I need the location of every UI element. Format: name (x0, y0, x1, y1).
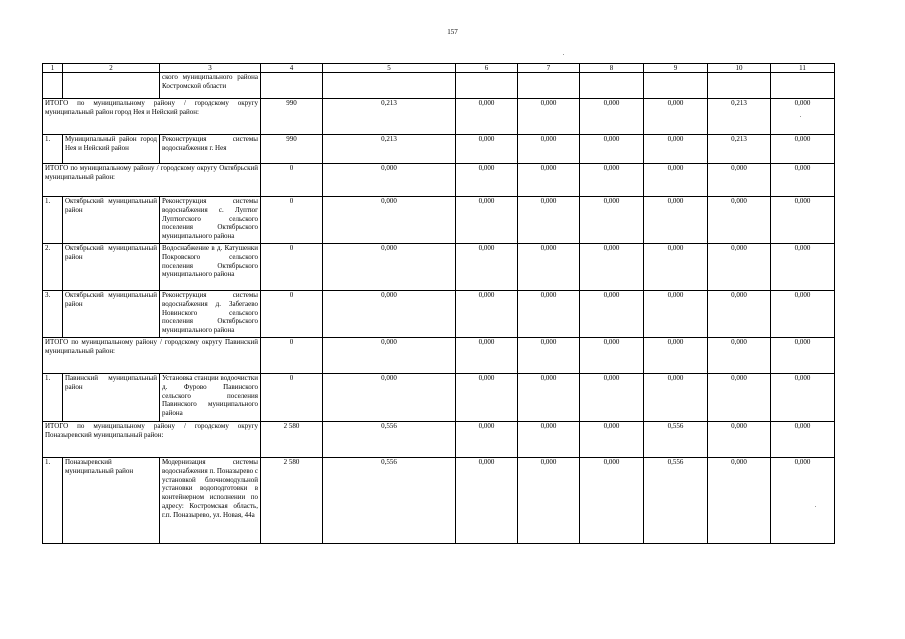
table-row (43, 291, 835, 338)
value-cell: 0,000 (644, 338, 708, 374)
municipality-name: Муниципальный район город Нея и Нейский район (63, 135, 160, 164)
value-cell: 0,000 (580, 197, 644, 244)
value-cell: 0,000 (518, 291, 580, 338)
value-cell: 0,000 (518, 135, 580, 164)
row-index: 1. (43, 135, 63, 164)
value-cell: 0,000 (644, 164, 708, 197)
value-cell: 0,000 (708, 164, 771, 197)
value-cell: 0,000 (323, 197, 456, 244)
value-cell: 0,213 (323, 99, 456, 135)
value-cell: 0,000 (456, 197, 518, 244)
value-cell: 0,213 (708, 99, 771, 135)
project-description: Реконструкция системы водоснабжения г. Нея (160, 135, 261, 164)
col-header: 3 (160, 64, 261, 73)
value-cell: 0,000 (518, 422, 580, 458)
value-cell: 0,000 (708, 458, 771, 544)
header-row (43, 64, 835, 73)
value-cell: 0 (261, 244, 323, 291)
value-cell: 0,000 (644, 374, 708, 422)
page-number: 157 (447, 28, 458, 36)
total-row (43, 338, 835, 374)
value-cell: 0,000 (771, 99, 835, 135)
scan-dot (815, 506, 816, 507)
value-cell (261, 73, 323, 99)
value-cell: 0,000 (708, 422, 771, 458)
municipality-name: Октябрьский муниципальный район (63, 244, 160, 291)
total-row (43, 99, 835, 135)
value-cell: 0,000 (771, 164, 835, 197)
value-cell: 2 580 (261, 458, 323, 544)
project-description: ского муниципального района Костромской области (160, 73, 261, 99)
value-cell: 0,000 (323, 291, 456, 338)
value-cell: 0,000 (708, 197, 771, 244)
row-index: 1. (43, 197, 63, 244)
municipality-name: Поназыревский муниципальный район (63, 458, 160, 544)
value-cell: 0,000 (518, 164, 580, 197)
value-cell: 0,000 (456, 338, 518, 374)
value-cell: 0,000 (644, 291, 708, 338)
value-cell (708, 73, 771, 99)
value-cell: 0,000 (456, 291, 518, 338)
value-cell: 0,000 (771, 197, 835, 244)
value-cell: 0,000 (708, 374, 771, 422)
value-cell (323, 73, 456, 99)
value-cell: 2 580 (261, 422, 323, 458)
total-label: ИТОГО по муниципальному району / городскому округу Павинский муниципальный район: (43, 338, 261, 374)
value-cell: 0,000 (644, 99, 708, 135)
col-header: 10 (708, 64, 771, 73)
value-cell: 0,000 (323, 338, 456, 374)
value-cell: 0,000 (644, 244, 708, 291)
value-cell: 990 (261, 99, 323, 135)
col-header: 5 (323, 64, 456, 73)
value-cell: 0,213 (708, 135, 771, 164)
value-cell: 0,000 (771, 422, 835, 458)
value-cell (518, 73, 580, 99)
value-cell: 0 (261, 164, 323, 197)
value-cell: 0 (261, 338, 323, 374)
value-cell: 0,556 (644, 422, 708, 458)
table-row (43, 458, 835, 544)
scan-dot (563, 54, 564, 55)
municipality-name (63, 73, 160, 99)
project-description: Установка станции водоочистки д. Фурово Павинского сельского поселения Павинского муниципального района (160, 374, 261, 422)
value-cell: 0 (261, 197, 323, 244)
value-cell: 990 (261, 135, 323, 164)
value-cell: 0,000 (518, 244, 580, 291)
table-row (43, 197, 835, 244)
value-cell: 0 (261, 374, 323, 422)
value-cell: 0,000 (580, 99, 644, 135)
row-index: 2. (43, 244, 63, 291)
value-cell: 0,000 (771, 458, 835, 544)
value-cell: 0,000 (771, 374, 835, 422)
value-cell: 0,000 (456, 99, 518, 135)
project-description: Модернизация системы водоснабжения п. Поназырево с установкой блочномодульной установки водоподготовки в контейнерном исполнении по адресу: Костромская область, г.п. Поназырево, ул. Новая, 44а (160, 458, 261, 544)
total-label: ИТОГО по муниципальному району / городскому округу муниципальный район город Нея и Нейский район: (43, 99, 261, 135)
project-description: Реконструкция системы водоснабжения д. Забегаево Новинского сельского поселения Октябрьского муниципального района (160, 291, 261, 338)
scan-dot (800, 116, 801, 117)
row-index: 1. (43, 374, 63, 422)
data-table (42, 63, 835, 544)
value-cell: 0,000 (456, 164, 518, 197)
value-cell: 0,000 (580, 244, 644, 291)
value-cell: 0,000 (771, 244, 835, 291)
value-cell: 0,000 (580, 422, 644, 458)
value-cell: 0,000 (580, 374, 644, 422)
value-cell: 0,000 (518, 197, 580, 244)
value-cell: 0,000 (580, 338, 644, 374)
value-cell: 0,213 (323, 135, 456, 164)
value-cell: 0,000 (708, 244, 771, 291)
value-cell: 0 (261, 291, 323, 338)
value-cell: 0,000 (323, 244, 456, 291)
value-cell: 0,000 (323, 374, 456, 422)
total-row (43, 164, 835, 197)
col-header: 11 (771, 64, 835, 73)
row-index: 1. (43, 458, 63, 544)
project-description: Водоснабжение в д. Катушенки Покровского сельского поселения Октябрьского муниципального района (160, 244, 261, 291)
value-cell: 0,000 (580, 164, 644, 197)
value-cell: 0,000 (708, 338, 771, 374)
col-header: 8 (580, 64, 644, 73)
table-row (43, 244, 835, 291)
total-label: ИТОГО по муниципальному району / городскому округу Поназыревский муниципальный район: (43, 422, 261, 458)
municipality-name: Павинский муниципальный район (63, 374, 160, 422)
value-cell: 0,000 (456, 422, 518, 458)
value-cell: 0,000 (580, 135, 644, 164)
total-row (43, 422, 835, 458)
value-cell (456, 73, 518, 99)
value-cell: 0,000 (323, 164, 456, 197)
row-index (43, 73, 63, 99)
total-label: ИТОГО по муниципальному району / городскому округу Октябрьский муниципальный район: (43, 164, 261, 197)
value-cell (580, 73, 644, 99)
value-cell (644, 73, 708, 99)
col-header: 4 (261, 64, 323, 73)
value-cell: 0,000 (644, 197, 708, 244)
value-cell: 0,556 (323, 458, 456, 544)
row-index: 3. (43, 291, 63, 338)
value-cell: 0,000 (518, 99, 580, 135)
value-cell: 0,000 (456, 374, 518, 422)
value-cell: 0,000 (456, 135, 518, 164)
value-cell: 0,000 (644, 135, 708, 164)
value-cell: 0,000 (580, 291, 644, 338)
value-cell: 0,000 (708, 291, 771, 338)
value-cell: 0,556 (644, 458, 708, 544)
value-cell: 0,556 (323, 422, 456, 458)
col-header: 6 (456, 64, 518, 73)
municipality-name: Октябрьский муниципальный район (63, 197, 160, 244)
value-cell: 0,000 (456, 458, 518, 544)
continued-row (43, 73, 835, 99)
col-header: 2 (63, 64, 160, 73)
table-row (43, 135, 835, 164)
value-cell (771, 73, 835, 99)
value-cell: 0,000 (518, 458, 580, 544)
value-cell: 0,000 (771, 291, 835, 338)
value-cell: 0,000 (518, 338, 580, 374)
value-cell: 0,000 (456, 244, 518, 291)
col-header: 7 (518, 64, 580, 73)
col-header: 9 (644, 64, 708, 73)
value-cell: 0,000 (771, 135, 835, 164)
value-cell: 0,000 (580, 458, 644, 544)
table-row (43, 374, 835, 422)
value-cell: 0,000 (771, 338, 835, 374)
municipality-name: Октябрьский муниципальный район (63, 291, 160, 338)
value-cell: 0,000 (518, 374, 580, 422)
col-header: 1 (43, 64, 63, 73)
project-description: Реконструкция системы водоснабжения с. Луптюг Луптюгского сельского поселения Октябрьского муниципального района (160, 197, 261, 244)
